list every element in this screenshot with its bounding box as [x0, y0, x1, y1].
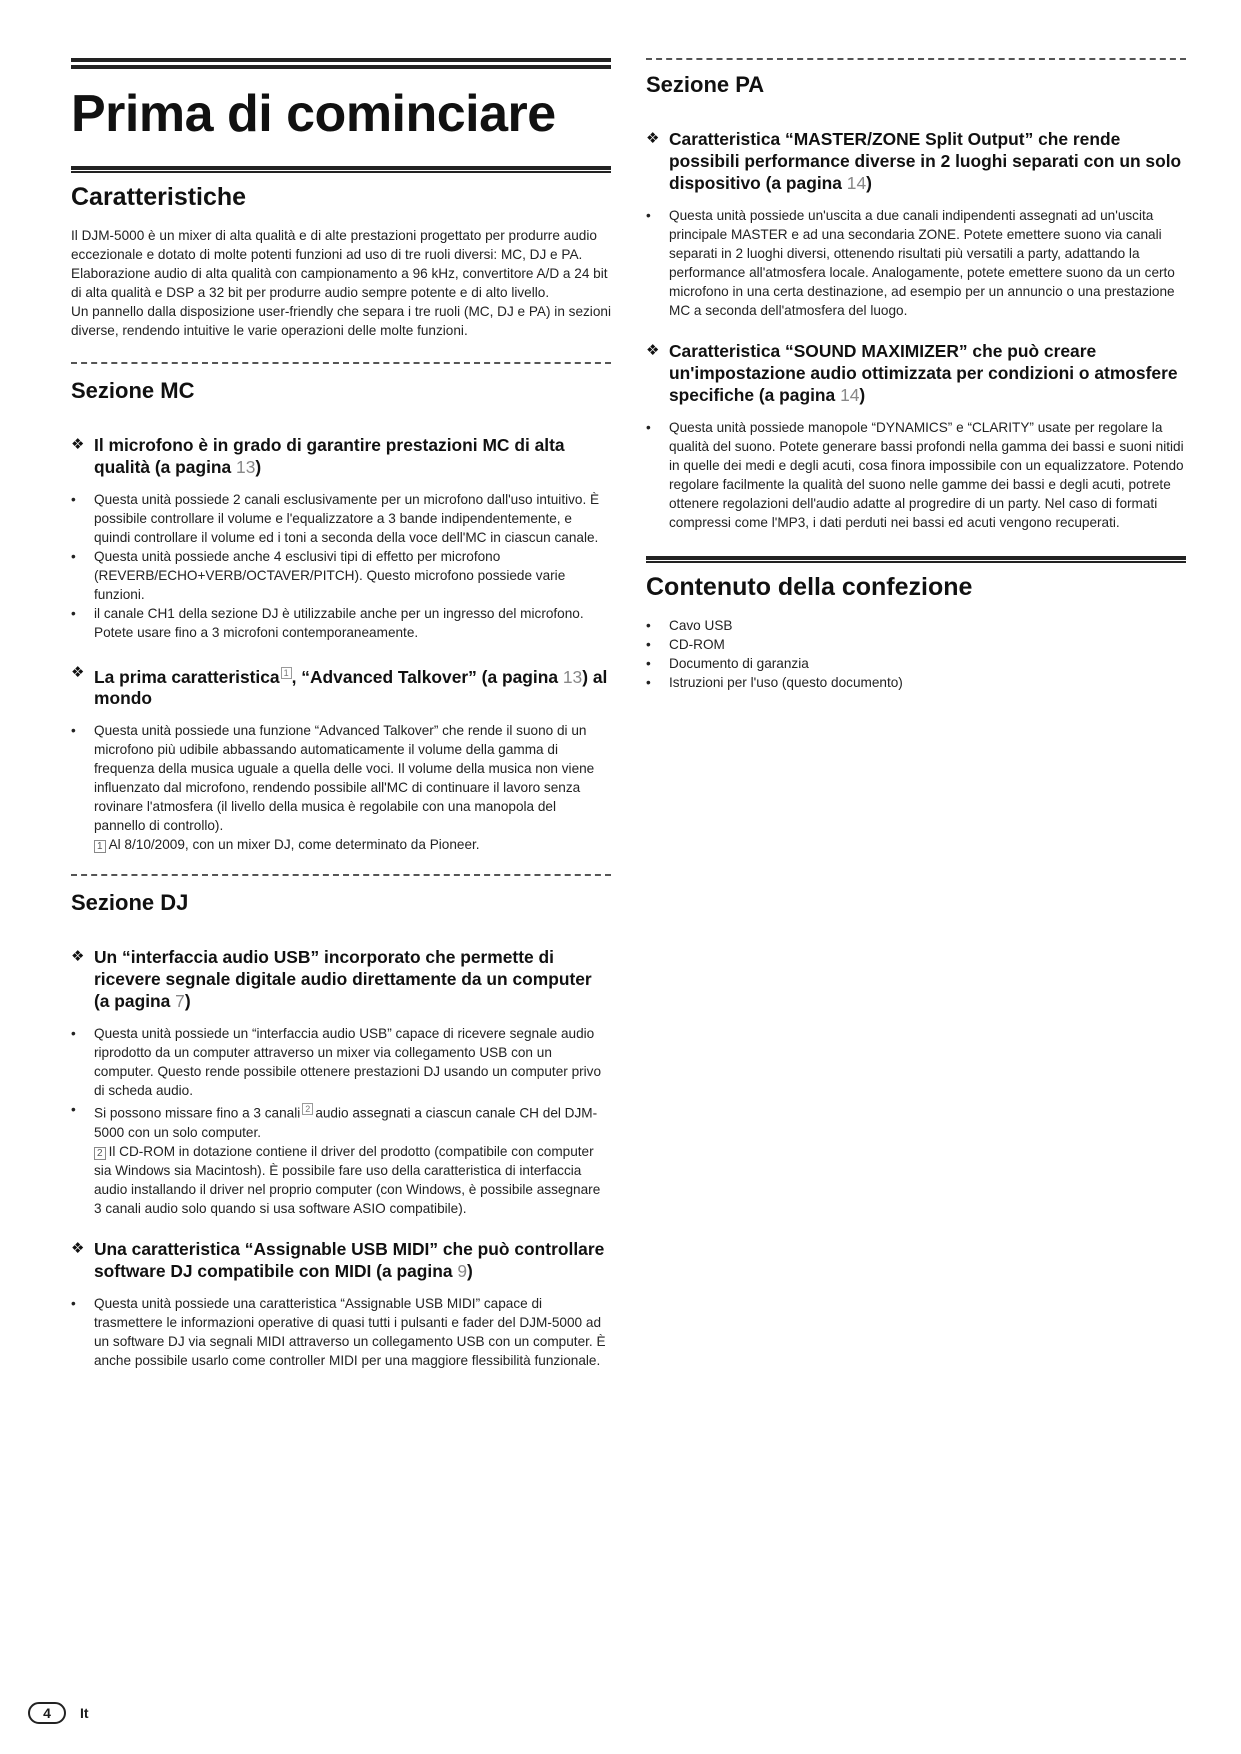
page-ref: 9	[457, 1260, 468, 1281]
caratteristiche-para-1: Il DJM-5000 è un mixer di alta qualità e di alte prestazioni progettato per produrre audio eccezionale e dotato di molte potenti funzioni ad uso di tre ruoli diversi: MC, DJ e PA.	[71, 227, 597, 262]
list-item: • CD-ROM	[646, 635, 1186, 654]
mc-feature-1	[71, 434, 611, 478]
mc-feature-1-bullets	[71, 490, 611, 642]
page-number: 4	[28, 1702, 66, 1724]
list-item: • Cavo USB	[646, 616, 1186, 635]
diamond-icon: ❖	[646, 342, 660, 359]
page-ref: 14	[840, 385, 860, 405]
contenuto-heading: Contenuto della confezione	[646, 573, 973, 601]
diamond-icon: ❖	[646, 130, 660, 147]
dj-feature-2-bullets	[71, 1294, 611, 1370]
page-ref: 13	[236, 456, 256, 477]
list-item: • Questa unità possiede anche 4 esclusivi tipi di effetto per microfono (REVERB/ECHO+VERB/OCTAVER/PITCH). Questo microfono possiede varie funzioni.	[71, 547, 611, 604]
dj-feature-2	[71, 1238, 611, 1282]
pa-feature-1	[646, 128, 1186, 194]
pa-feature-2	[646, 340, 1186, 406]
mc-heading: Sezione MC	[71, 377, 195, 403]
page-title: Prima di cominciare	[71, 85, 556, 143]
dj-feature-1	[71, 946, 611, 1012]
list-item: • Questa unità possiede un'uscita a due canali indipendenti assegnati ad un'uscita principale MASTER e ad una secondaria ZONE. Potete emettere suono via canali separati in 2 luoghi diversi, ottenendo risultati più versatili a party, adattando la performance all'atmosfera locale. Analogamente, potete emettere suono da un certo microfono in una certa destinazione, ad esempio per un annuncio o una prestazione MC a seconda dell'atmosfera del luogo.	[646, 206, 1186, 320]
section-rule	[71, 166, 611, 173]
mc-feature-1-heading: ❖ Il microfono è in grado di garantire prestazioni MC di alta qualità (a pagina 13)	[71, 434, 565, 477]
pa-feature-1-bullets	[646, 206, 1186, 320]
footnote-text: Il CD-ROM in dotazione contiene il driver del prodotto (compatibile con computer sia Windows sia Macintosh). È possibile fare uso della caratteristica di interfaccia audio installando il driver nel proprio computer (con Windows, è possibile assegnare 3 canali audio solo quando si usa software ASIO compatibile).	[94, 1143, 601, 1216]
dj-feature-2-heading: ❖ Una caratteristica “Assignable USB MIDI” che può controllare software DJ compatibile con MIDI (a pagina 9)	[71, 1238, 605, 1281]
page-ref: 7	[175, 991, 185, 1012]
list-item: • Documento di garanzia	[646, 654, 1186, 673]
section-rule	[646, 556, 1186, 563]
title-top-rule	[71, 58, 611, 69]
mc-feature-2-heading: ❖ La prima caratteristica $^1$ , “Advanced Talkover” (a pagina 13) al mondo	[71, 663, 608, 709]
dj-divider	[71, 874, 611, 876]
page-footer	[28, 1702, 89, 1724]
pa-divider	[646, 58, 1186, 60]
caratteristiche-heading: Caratteristiche	[71, 182, 247, 211]
page-ref: 14	[846, 173, 867, 193]
footnote-box: 2	[94, 1147, 106, 1160]
dj-heading: Sezione DJ	[71, 890, 189, 916]
dj-feature-1-heading: ❖ Un “interfaccia audio USB” incorporato che permette di ricevere segnale digitale audio direttamente da un computer (a pagina 7)	[71, 947, 592, 1012]
contenuto-list	[646, 616, 1186, 692]
pa-feature-2-bullets	[646, 418, 1186, 532]
pa-feature-2-heading: ❖ Caratteristica “SOUND MAXIMIZER” che può creare un'impostazione audio ottimizzata per condizioni o atmosfere specifiche (a pagina 14)	[646, 341, 1178, 405]
footnote-mark: 2	[302, 1103, 313, 1115]
footnote-mark: 1	[281, 667, 292, 679]
caratteristiche-para-2: Elaborazione audio di alta qualità con campionamento a 96 kHz, convertitore A/D a 24 bit di alta qualità e DSP a 32 bit per produrre audio sempre potente e di alto livello.	[71, 265, 608, 300]
list-item: • Questa unità possiede 2 canali esclusivamente per un microfono dall'uso intuitivo. È possibile controllare il volume e l'equalizzatore a 3 bande indipendentemente, e quindi controllare il volume ed i toni a seconda della voce dell'MC in ciascun canale.	[71, 490, 611, 547]
list-item: • il canale CH1 della sezione DJ è utilizzabile anche per un ingresso del microfono. Potete usare fino a 3 microfoni contemporaneamente.	[71, 604, 611, 642]
list-item: • Si possono missare fino a 3 canali $^2$ audio assegnati a ciascun canale CH del DJM-5000 con un solo computer. 2 Il CD-ROM in dotazione contiene il driver del prodotto (compatibile con computer sia Windows sia Macintosh). È possibile fare uso della caratteristica di interfaccia audio installando il driver nel proprio computer (con Windows, è possibile assegnare 3 canali audio solo quando si usa software ASIO compatibile).	[71, 1100, 611, 1218]
language-code: It	[80, 1705, 89, 1721]
list-item: • Questa unità possiede un “interfaccia audio USB” capace di ricevere segnale audio riprodotto da un computer attraverso un mixer via collegamento USB con un computer. Questo rende possibile ottenere prestazioni DJ usando un computer privo di scheda audio.	[71, 1024, 611, 1100]
list-item: • Istruzioni per l'uso (questo documento)	[646, 673, 1186, 692]
footnote-text: Al 8/10/2009, con un mixer DJ, come determinato da Pioneer.	[108, 837, 480, 853]
pa-feature-1-heading: ❖ Caratteristica “MASTER/ZONE Split Output” che rende possibili performance diverse in 2 luoghi separati con un solo dispositivo (a pagina 14)	[646, 129, 1182, 193]
mc-divider	[71, 362, 611, 364]
diamond-icon: ❖	[71, 663, 85, 681]
right-column	[646, 58, 1186, 712]
dj-feature-1-bullets	[71, 1024, 611, 1218]
diamond-icon: ❖	[71, 1239, 85, 1257]
pa-heading: Sezione PA	[646, 72, 765, 97]
list-item: • Questa unità possiede una funzione “Advanced Talkover” che rende il suono di un microfono più udibile abbassando automaticamente il volume della gamma di frequenza della musica uguale a quella delle voci. Il volume della musica non viene influenzato dal microfono, rendendo possibile all'MC di continuare il lavoro senza rovinare l'atmosfera (il livello della musica è regolabile con una manopola del pannello di controllo). 1 Al 8/10/2009, con un mixer DJ, come determinato da Pioneer.	[71, 721, 611, 854]
mc-feature-2-bullets	[71, 721, 611, 854]
list-item: • Questa unità possiede manopole “DYNAMICS” e “CLARITY” usate per regolare la qualità del suono. Potete generare bassi profondi nella gamma dei bassi e suoni nitidi in quelle dei medi e degli acuti, cosa finora impossibile con un equalizzatore. Potendo regolare facilmente la qualità del suono nelle gamme dei bassi e degli acuti, potrete ottenere regolazioni dell'audio adatte al progredire di un party. Nel caso di formati compressi come l'MP3, i dati perduti nei bassi ed acuti vengono recuperati.	[646, 418, 1186, 532]
caratteristiche-para-3: Un pannello dalla disposizione user-friendly che separa i tre ruoli (MC, DJ e PA) in sezioni diverse, rendendo intuitive le varie operazioni delle molte funzioni.	[71, 303, 611, 338]
list-item: • Questa unità possiede una caratteristica “Assignable USB MIDI” capace di trasmettere le informazioni operative di quasi tutti i pulsanti e fader del DJM-5000 ad un software DJ via segnali MIDI attraverso un collegamento USB con un computer. È anche possibile usarlo come controller MIDI per una maggiore flessibilità funzionale.	[71, 1294, 611, 1370]
diamond-icon: ❖	[71, 948, 85, 966]
mc-feature-2	[71, 662, 611, 710]
footnote-box: 1	[94, 840, 106, 853]
left-column	[71, 58, 611, 1390]
diamond-icon: ❖	[71, 435, 85, 453]
page-ref: 13	[562, 666, 583, 687]
